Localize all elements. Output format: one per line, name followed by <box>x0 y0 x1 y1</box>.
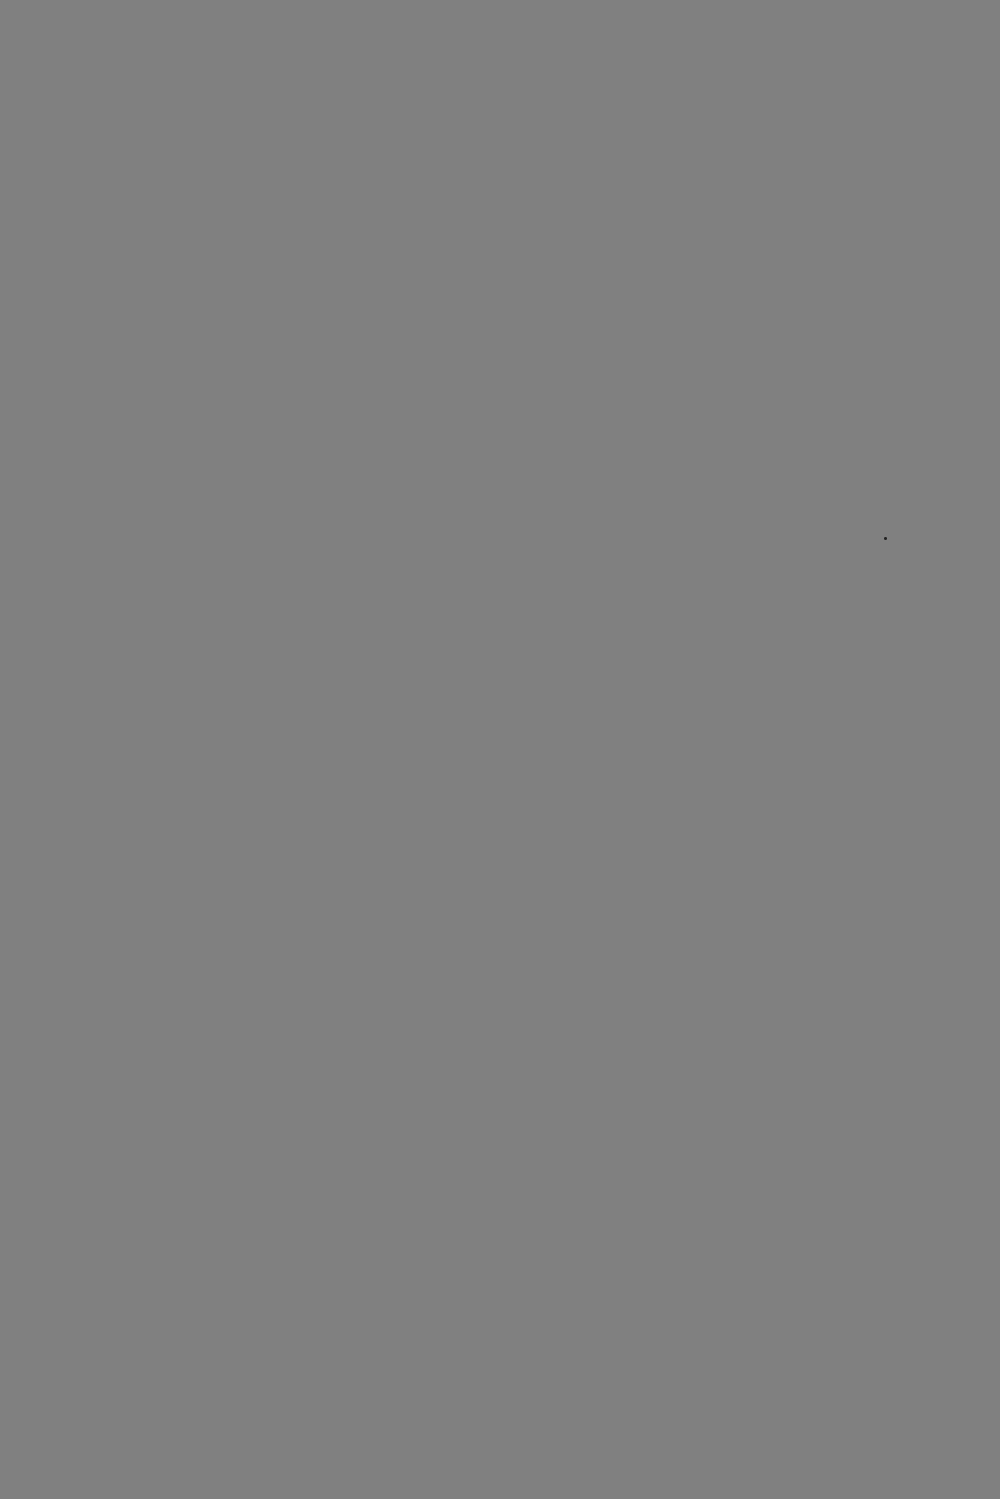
scan-speck <box>884 537 887 540</box>
